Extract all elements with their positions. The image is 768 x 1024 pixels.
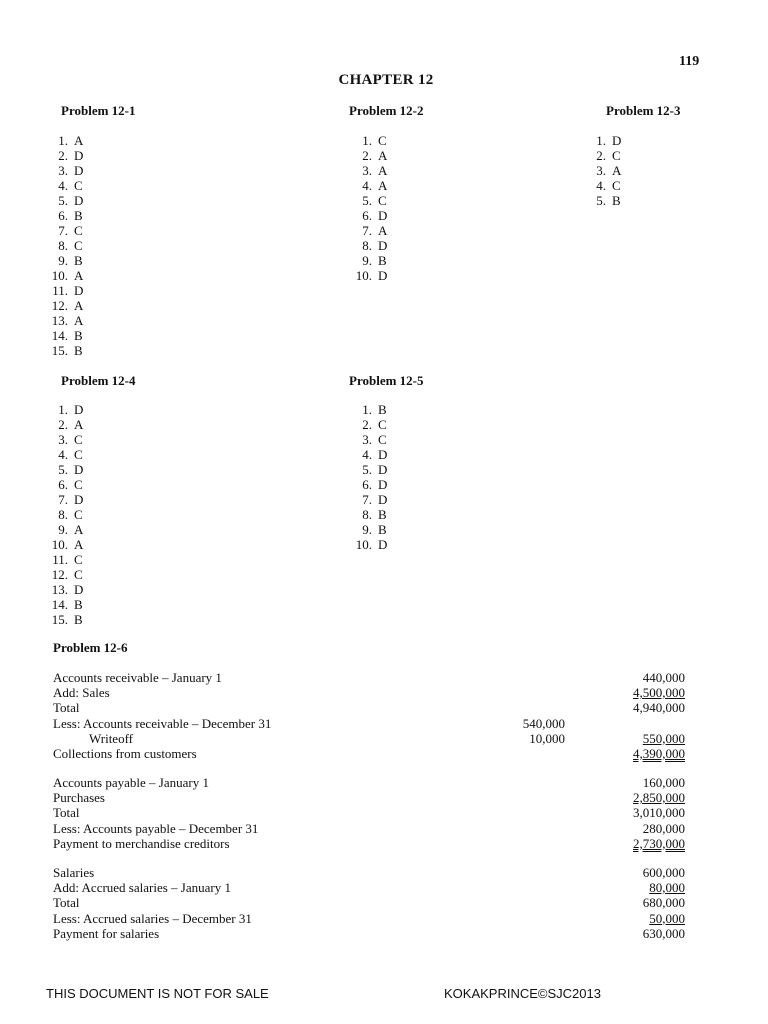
schedule-total-amount: 4,500,000 [633, 685, 685, 701]
schedule-label: Add: Accrued salaries – January 1 [53, 880, 231, 896]
answer-number: 2. [58, 148, 68, 163]
answer-letter: B [74, 208, 83, 223]
answer-number: 3. [362, 163, 372, 178]
answer-number: 9. [58, 522, 68, 537]
answer-letter: D [74, 193, 84, 208]
answer-number: 8. [362, 507, 372, 522]
answer-letter: A [74, 298, 84, 313]
answer-number: 6. [362, 208, 372, 223]
chapter-title: CHAPTER 12 [338, 72, 434, 88]
answer-letter: C [612, 178, 621, 193]
answer-number: 5. [58, 193, 68, 208]
answer-number: 8. [58, 507, 68, 522]
answer-number: 10. [51, 268, 68, 283]
answer-number: 1. [362, 402, 372, 417]
schedule-label: Salaries [53, 865, 95, 880]
schedule-label: Accounts payable – January 1 [53, 775, 209, 790]
answer-letter: D [378, 477, 388, 492]
schedule-total-amount: 80,000 [649, 880, 685, 896]
answer-letter: A [612, 163, 622, 178]
answer-number: 6. [58, 477, 68, 492]
answer-number: 11. [52, 552, 68, 567]
answer-letter: D [74, 402, 84, 417]
answer-number: 12. [51, 567, 68, 582]
answer-letter: A [378, 223, 388, 238]
schedule-label: Payment for salaries [53, 925, 160, 941]
answer-number: 3. [58, 432, 68, 447]
answer-number: 9. [58, 253, 68, 268]
answer-number: 7. [362, 223, 372, 238]
answer-number: 4. [362, 178, 372, 193]
answer-letter: D [74, 462, 84, 477]
problem-12-2-title: Problem 12-2 [349, 103, 424, 118]
schedule-label: Writeoff [89, 730, 133, 746]
answer-letter: A [378, 163, 388, 178]
answer-letter: C [74, 238, 83, 253]
answer-letter: C [74, 567, 83, 582]
answer-letter: D [74, 163, 84, 178]
answer-number: 10. [355, 537, 372, 552]
answer-number: 5. [58, 462, 68, 477]
answer-letter: C [74, 223, 83, 238]
schedule-label: Less: Accounts receivable – December 31 [53, 715, 272, 731]
answer-letter: C [378, 417, 387, 432]
answer-number: 3. [596, 163, 606, 178]
schedule-label: Collections from customers [53, 746, 197, 761]
answer-letter: B [74, 597, 83, 612]
answer-letter: A [74, 313, 84, 328]
answer-number: 1. [596, 133, 606, 148]
answer-letter: B [378, 522, 387, 537]
answer-number: 8. [58, 238, 68, 253]
answer-number: 2. [362, 417, 372, 432]
answer-number: 2. [596, 148, 606, 163]
answer-letter: A [74, 537, 84, 552]
answer-letter: D [74, 283, 84, 298]
answer-letter: B [74, 253, 83, 268]
schedule-total-amount: 280,000 [642, 820, 685, 836]
answer-letter: D [378, 447, 388, 462]
schedule-total-amount: 630,000 [642, 925, 685, 941]
schedule-total-amount: 4,940,000 [633, 700, 685, 716]
schedule-label: Total [53, 805, 80, 821]
answer-letter: D [378, 462, 388, 477]
schedule-label: Total [53, 895, 80, 911]
schedule-label: Total [53, 700, 80, 716]
answer-letter: D [74, 492, 84, 507]
answer-letter: B [378, 507, 387, 522]
schedule-total-amount: 680,000 [642, 895, 685, 911]
answer-number: 14. [51, 597, 68, 612]
answer-number: 9. [362, 522, 372, 537]
answer-number: 5. [362, 462, 372, 477]
problem-12-1-title: Problem 12-1 [61, 103, 136, 118]
answer-letter: C [612, 148, 621, 163]
footer-disclaimer: THIS DOCUMENT IS NOT FOR SALE [46, 986, 269, 1001]
schedule-label: Less: Accrued salaries – December 31 [53, 910, 252, 926]
answer-letter: C [378, 432, 387, 447]
answer-letter: D [378, 268, 388, 283]
answer-letter: C [74, 477, 83, 492]
problem-12-6-title: Problem 12-6 [53, 640, 128, 655]
answer-number: 15. [51, 343, 68, 358]
footer-copyright: KOKAKPRINCE©SJC2013 [444, 986, 601, 1001]
answer-number: 15. [51, 612, 68, 627]
schedule-mid-amount: 10,000 [529, 730, 565, 746]
problem-12-3-title: Problem 12-3 [606, 103, 681, 118]
schedule-total-amount: 2,850,000 [633, 790, 685, 806]
answer-letter: D [612, 133, 622, 148]
answer-letter: D [378, 208, 388, 223]
answer-letter: C [74, 432, 83, 447]
schedule-label: Add: Sales [53, 685, 110, 701]
answer-number: 4. [596, 178, 606, 193]
answer-letter: D [74, 582, 84, 597]
answer-number: 7. [58, 223, 68, 238]
answer-number: 10. [51, 537, 68, 552]
problem-12-4-title: Problem 12-4 [61, 373, 136, 388]
answer-letter: B [612, 193, 621, 208]
answer-letter: A [74, 417, 84, 432]
answer-number: 3. [362, 432, 372, 447]
answer-number: 4. [58, 447, 68, 462]
schedule-label: Less: Accounts payable – December 31 [53, 820, 259, 836]
answer-number: 6. [58, 208, 68, 223]
answer-number: 14. [51, 328, 68, 343]
answer-number: 1. [362, 133, 372, 148]
answer-letter: D [378, 537, 388, 552]
answer-number: 5. [362, 193, 372, 208]
answer-number: 7. [362, 492, 372, 507]
answer-number: 1. [58, 133, 68, 148]
answer-number: 11. [52, 283, 68, 298]
answer-letter: B [74, 343, 83, 358]
answer-letter: A [74, 268, 84, 283]
answer-number: 13. [51, 582, 68, 597]
schedule-total-amount: 440,000 [642, 670, 685, 685]
schedule-total-amount: 50,000 [649, 910, 685, 926]
answer-number: 6. [362, 477, 372, 492]
answer-letter: C [74, 178, 83, 193]
schedule-label: Payment to merchandise creditors [53, 835, 230, 851]
answer-letter: C [74, 447, 83, 462]
answer-number: 5. [596, 193, 606, 208]
answer-letter: C [74, 552, 83, 567]
answer-letter: C [378, 133, 387, 148]
problem-12-5-title: Problem 12-5 [349, 373, 424, 388]
schedule-total-amount: 160,000 [642, 775, 685, 790]
answer-letter: D [378, 238, 388, 253]
answer-number: 9. [362, 253, 372, 268]
answer-number: 2. [362, 148, 372, 163]
answer-number: 2. [58, 417, 68, 432]
schedule-total-amount: 550,000 [642, 730, 685, 746]
answer-number: 8. [362, 238, 372, 253]
schedule-total-amount: 3,010,000 [633, 805, 685, 821]
answer-letter: D [74, 148, 84, 163]
answer-letter: C [378, 193, 387, 208]
answer-letter: B [378, 253, 387, 268]
answer-number: 1. [58, 402, 68, 417]
answer-number: 12. [51, 298, 68, 313]
answer-letter: A [74, 133, 84, 148]
schedule-total-amount: 600,000 [642, 865, 685, 880]
answer-letter: A [378, 178, 388, 193]
answer-letter: D [378, 492, 388, 507]
schedule-total-amount: 2,730,000 [633, 835, 685, 851]
answer-number: 4. [58, 178, 68, 193]
answer-letter: A [378, 148, 388, 163]
answer-number: 4. [362, 447, 372, 462]
answer-number: 10. [355, 268, 372, 283]
answer-letter: C [74, 507, 83, 522]
schedule-label: Accounts receivable – January 1 [53, 670, 222, 685]
answer-number: 7. [58, 492, 68, 507]
answer-letter: B [378, 402, 387, 417]
schedule-label: Purchases [53, 790, 105, 806]
answer-letter: B [74, 612, 83, 627]
answer-letter: B [74, 328, 83, 343]
schedule-mid-amount: 540,000 [522, 715, 565, 731]
answer-number: 3. [58, 163, 68, 178]
schedule-total-amount: 4,390,000 [633, 746, 685, 761]
answer-letter: A [74, 522, 84, 537]
page-number: 119 [679, 54, 700, 69]
answer-number: 13. [51, 313, 68, 328]
